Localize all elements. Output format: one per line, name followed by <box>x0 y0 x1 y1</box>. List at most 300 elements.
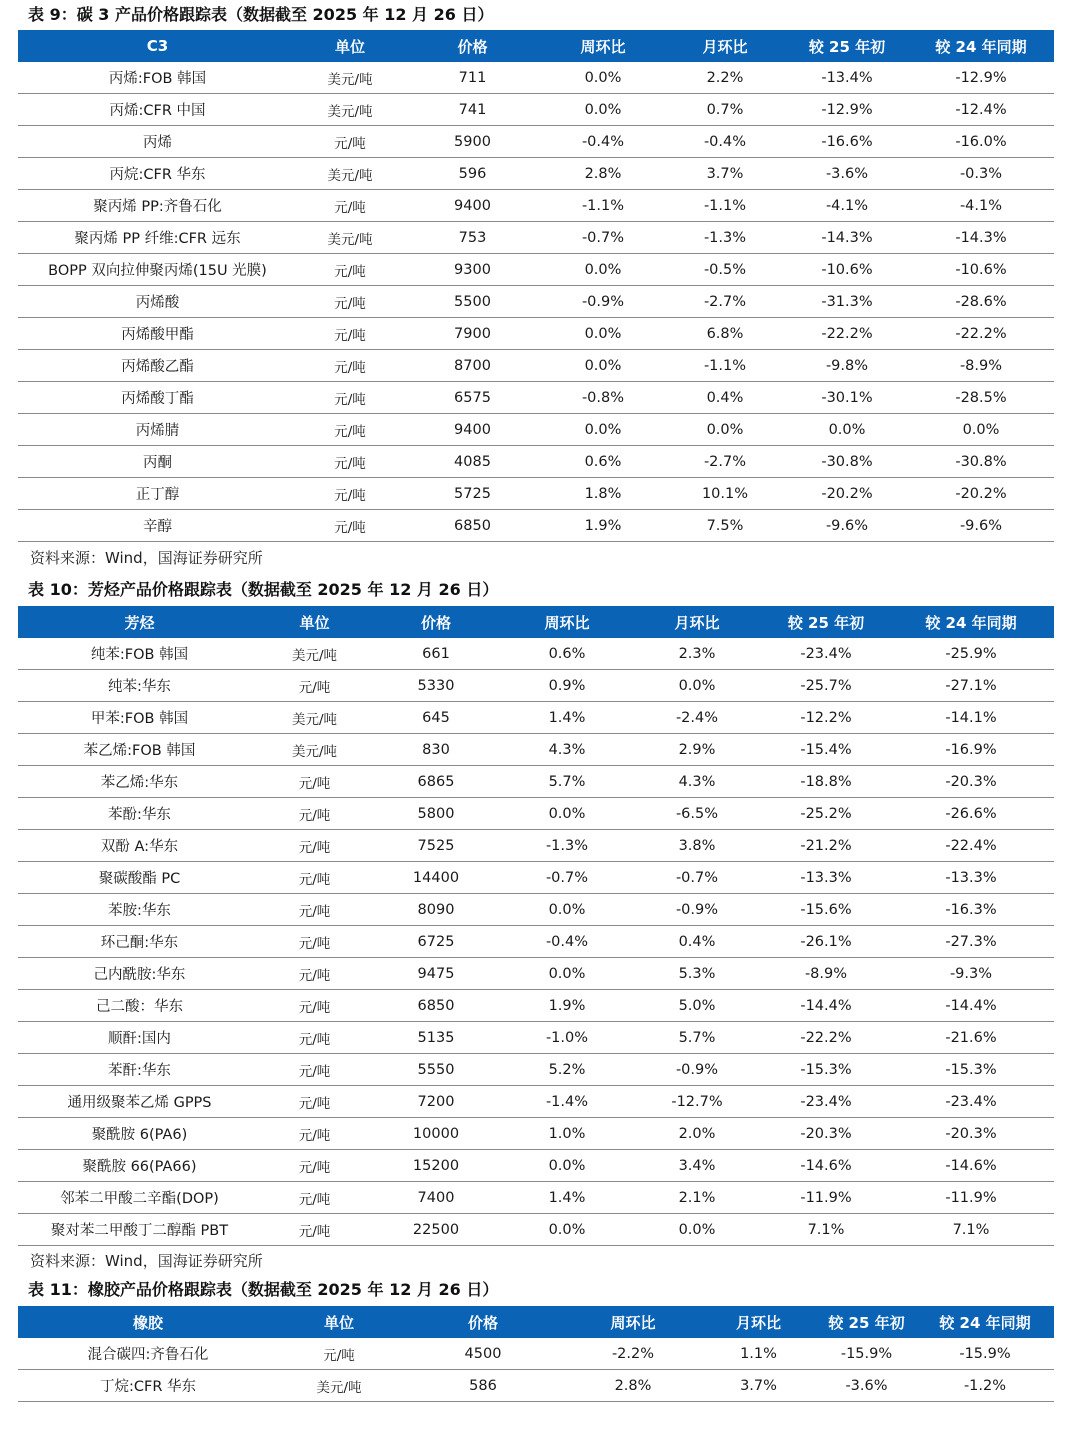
table-cell: 元/吨 <box>261 862 368 894</box>
table-row <box>18 94 1054 126</box>
table-cell: 6.8% <box>664 318 786 350</box>
table-cell: 甲苯:FOB 韩国 <box>18 702 261 734</box>
table-cell: -0.7% <box>504 862 630 894</box>
table-row <box>18 670 1054 702</box>
table-cell: 1.4% <box>504 702 630 734</box>
table-cell: -16.9% <box>888 734 1054 766</box>
table-cell: 1.9% <box>504 990 630 1022</box>
table-row <box>18 478 1054 510</box>
table-cell: -2.7% <box>664 286 786 318</box>
table-row <box>18 990 1054 1022</box>
table-cell: 5.2% <box>504 1054 630 1086</box>
table-cell: 0.6% <box>504 638 630 670</box>
table-cell: 3.7% <box>664 158 786 190</box>
table-cell: 2.1% <box>630 1182 764 1214</box>
table-cell: 5.7% <box>630 1022 764 1054</box>
table-cell: 4085 <box>403 446 542 478</box>
table-cell: 环己酮:华东 <box>18 926 261 958</box>
table-cell: 1.1% <box>700 1338 817 1370</box>
table-cell: 5550 <box>368 1054 504 1086</box>
table-cell: 661 <box>368 638 504 670</box>
table-cell: -9.6% <box>908 510 1054 542</box>
table-cell: 0.0% <box>542 318 664 350</box>
table-cell: -16.0% <box>908 126 1054 158</box>
table-cell: -0.9% <box>630 894 764 926</box>
table-row <box>18 734 1054 766</box>
table-cell: -0.9% <box>630 1054 764 1086</box>
table-cell: 7.1% <box>764 1214 888 1246</box>
table-cell: -30.8% <box>908 446 1054 478</box>
table-cell: -12.9% <box>908 62 1054 94</box>
table-cell: 苯乙烯:华东 <box>18 766 261 798</box>
table-cell: 9400 <box>403 190 542 222</box>
table-cell: 0.7% <box>664 94 786 126</box>
table-cell: 7900 <box>403 318 542 350</box>
table-cell: -9.3% <box>888 958 1054 990</box>
table-cell: -12.4% <box>908 94 1054 126</box>
table-cell: -1.1% <box>664 190 786 222</box>
table-cell: 9300 <box>403 254 542 286</box>
table-row <box>18 1214 1054 1246</box>
table-cell: 7400 <box>368 1182 504 1214</box>
table-row <box>18 1150 1054 1182</box>
table-cell: 元/吨 <box>297 414 403 446</box>
table-cell: 645 <box>368 702 504 734</box>
table-cell: 0.0% <box>504 1150 630 1182</box>
table-cell: 己二酸：华东 <box>18 990 261 1022</box>
table-9-c3-prices <box>18 30 1054 542</box>
table-cell: -8.9% <box>908 350 1054 382</box>
table-cell: 0.9% <box>504 670 630 702</box>
column-header: 较 24 年同期 <box>916 1306 1054 1338</box>
table-header <box>18 30 1054 62</box>
table-cell: 2.8% <box>566 1370 700 1402</box>
table-cell: 元/吨 <box>261 670 368 702</box>
table-cell: 丙烯:FOB 韩国 <box>18 62 297 94</box>
table-cell: -11.9% <box>764 1182 888 1214</box>
table-cell: 美元/吨 <box>278 1370 400 1402</box>
table-cell: -4.1% <box>908 190 1054 222</box>
table-cell: -23.4% <box>764 638 888 670</box>
table-cell: 1.9% <box>542 510 664 542</box>
table-cell: 4500 <box>400 1338 566 1370</box>
table-cell: 苯乙烯:FOB 韩国 <box>18 734 261 766</box>
table-cell: 4.3% <box>630 766 764 798</box>
table-cell: 美元/吨 <box>261 638 368 670</box>
table-cell: 0.0% <box>542 62 664 94</box>
table-cell: 830 <box>368 734 504 766</box>
column-header: 周环比 <box>566 1306 700 1338</box>
table-row <box>18 350 1054 382</box>
table-cell: 2.0% <box>630 1118 764 1150</box>
table-cell: 14400 <box>368 862 504 894</box>
table-cell: -3.6% <box>786 158 908 190</box>
table-cell: 元/吨 <box>297 190 403 222</box>
table-cell: 5.0% <box>630 990 764 1022</box>
column-header: 周环比 <box>504 606 630 638</box>
table-cell: 0.0% <box>504 798 630 830</box>
table-cell: 3.4% <box>630 1150 764 1182</box>
table-cell: -1.0% <box>504 1022 630 1054</box>
table-cell: -23.4% <box>764 1086 888 1118</box>
table-cell: 元/吨 <box>261 1054 368 1086</box>
table-cell: 6865 <box>368 766 504 798</box>
table-cell: 美元/吨 <box>297 94 403 126</box>
table-cell: 0.0% <box>664 414 786 446</box>
table-cell: -20.3% <box>888 1118 1054 1150</box>
table-cell: 美元/吨 <box>261 702 368 734</box>
table-cell: 6725 <box>368 926 504 958</box>
table-cell: 6850 <box>403 510 542 542</box>
column-header: 较 25 年初 <box>764 606 888 638</box>
table-cell: -14.6% <box>888 1150 1054 1182</box>
table-cell: -0.8% <box>542 382 664 414</box>
table-cell: -26.6% <box>888 798 1054 830</box>
table-cell: -20.3% <box>764 1118 888 1150</box>
table-cell: -9.8% <box>786 350 908 382</box>
table-cell: 5900 <box>403 126 542 158</box>
table-cell: 1.4% <box>504 1182 630 1214</box>
column-header: 月环比 <box>664 30 786 62</box>
table-cell: 元/吨 <box>261 990 368 1022</box>
column-header: 价格 <box>400 1306 566 1338</box>
table-cell: 丙烯 <box>18 126 297 158</box>
table-cell: 5330 <box>368 670 504 702</box>
table-cell: 丙酮 <box>18 446 297 478</box>
table-row <box>18 798 1054 830</box>
table-cell: -6.5% <box>630 798 764 830</box>
table-11-rubber-prices <box>18 1306 1054 1402</box>
column-header: 较 25 年初 <box>817 1306 916 1338</box>
table-cell: 正丁醇 <box>18 478 297 510</box>
table-cell: -22.2% <box>908 318 1054 350</box>
table-cell: 丙烯:CFR 中国 <box>18 94 297 126</box>
table-cell: -25.2% <box>764 798 888 830</box>
table-row <box>18 894 1054 926</box>
table-cell: 2.3% <box>630 638 764 670</box>
column-header: C3 <box>18 30 297 62</box>
table-11-title: 表 11：橡胶产品价格跟踪表（数据截至 2025 年 12 月 26 日） <box>28 1280 499 1299</box>
table-cell: 0.4% <box>630 926 764 958</box>
table-cell: 1.0% <box>504 1118 630 1150</box>
table-cell: 丙烯腈 <box>18 414 297 446</box>
table-cell: 元/吨 <box>261 798 368 830</box>
table-cell: 元/吨 <box>261 894 368 926</box>
table-row <box>18 446 1054 478</box>
column-header: 价格 <box>368 606 504 638</box>
table-cell: -10.6% <box>786 254 908 286</box>
table-cell: -1.4% <box>504 1086 630 1118</box>
table-row <box>18 926 1054 958</box>
table-cell: 元/吨 <box>297 350 403 382</box>
table-row <box>18 958 1054 990</box>
table-cell: 5725 <box>403 478 542 510</box>
table-cell: 596 <box>403 158 542 190</box>
table-cell: -10.6% <box>908 254 1054 286</box>
column-header: 价格 <box>403 30 542 62</box>
column-header: 月环比 <box>630 606 764 638</box>
table-row <box>18 382 1054 414</box>
table-cell: -15.9% <box>916 1338 1054 1370</box>
table-10-title: 表 10：芳烃产品价格跟踪表（数据截至 2025 年 12 月 26 日） <box>28 580 499 599</box>
table-row <box>18 1054 1054 1086</box>
table-row <box>18 510 1054 542</box>
table-cell: -20.3% <box>888 766 1054 798</box>
column-header: 单位 <box>278 1306 400 1338</box>
table-cell: 0.0% <box>542 350 664 382</box>
table-cell: 0.0% <box>504 894 630 926</box>
table-header <box>18 606 1054 638</box>
table-cell: 苯酐:华东 <box>18 1054 261 1086</box>
table-cell: 0.0% <box>504 958 630 990</box>
column-header: 橡胶 <box>18 1306 278 1338</box>
table-cell: -1.1% <box>664 350 786 382</box>
table-cell: 丙烷:CFR 华东 <box>18 158 297 190</box>
table-cell: -21.6% <box>888 1022 1054 1054</box>
column-header: 周环比 <box>542 30 664 62</box>
table-cell: -13.4% <box>786 62 908 94</box>
table-cell: -27.3% <box>888 926 1054 958</box>
table-cell: 元/吨 <box>261 958 368 990</box>
table-cell: 元/吨 <box>297 126 403 158</box>
table-row <box>18 1118 1054 1150</box>
table-cell: 聚对苯二甲酸丁二醇酯 PBT <box>18 1214 261 1246</box>
table-cell: 5.7% <box>504 766 630 798</box>
table-row <box>18 1086 1054 1118</box>
table-cell: -1.1% <box>542 190 664 222</box>
table-cell: 3.8% <box>630 830 764 862</box>
table-cell: 元/吨 <box>297 446 403 478</box>
table-row <box>18 62 1054 94</box>
table-cell: 顺酐:国内 <box>18 1022 261 1054</box>
table-cell: 聚丙烯 PP 纤维:CFR 远东 <box>18 222 297 254</box>
table-cell: 0.0% <box>504 1214 630 1246</box>
table-cell: 0.0% <box>786 414 908 446</box>
table-cell: -9.6% <box>786 510 908 542</box>
table-row <box>18 286 1054 318</box>
table-cell: 6850 <box>368 990 504 1022</box>
table-cell: 9475 <box>368 958 504 990</box>
table-cell: -8.9% <box>764 958 888 990</box>
table-cell: 元/吨 <box>297 382 403 414</box>
table-cell: 2.8% <box>542 158 664 190</box>
table-cell: -22.2% <box>786 318 908 350</box>
table-row <box>18 158 1054 190</box>
table-cell: 丁烷:CFR 华东 <box>18 1370 278 1402</box>
table-cell: -11.9% <box>888 1182 1054 1214</box>
table-row <box>18 254 1054 286</box>
table-row <box>18 766 1054 798</box>
table-row <box>18 1182 1054 1214</box>
table-cell: 2.2% <box>664 62 786 94</box>
document-page <box>18 0 1054 1402</box>
table-cell: -1.2% <box>916 1370 1054 1402</box>
table-cell: 元/吨 <box>261 926 368 958</box>
table-cell: 711 <box>403 62 542 94</box>
table-cell: -15.9% <box>817 1338 916 1370</box>
table-cell: 586 <box>400 1370 566 1402</box>
table-cell: 聚酰胺 66(PA66) <box>18 1150 261 1182</box>
table-row <box>18 414 1054 446</box>
table-cell: 0.0% <box>542 94 664 126</box>
table-cell: 元/吨 <box>261 1150 368 1182</box>
table-row <box>18 702 1054 734</box>
table-cell: 丙烯酸丁酯 <box>18 382 297 414</box>
table-cell: -16.6% <box>786 126 908 158</box>
table-cell: 0.0% <box>542 254 664 286</box>
table-cell: BOPP 双向拉伸聚丙烯(15U 光膜) <box>18 254 297 286</box>
table-cell: -14.4% <box>764 990 888 1022</box>
table-cell: 7525 <box>368 830 504 862</box>
table-cell: 8700 <box>403 350 542 382</box>
table-cell: -25.7% <box>764 670 888 702</box>
table-cell: -20.2% <box>786 478 908 510</box>
table-cell: 辛醇 <box>18 510 297 542</box>
table-cell: -15.3% <box>888 1054 1054 1086</box>
table-cell: -0.5% <box>664 254 786 286</box>
table-cell: -15.6% <box>764 894 888 926</box>
table-cell: 753 <box>403 222 542 254</box>
table-cell: -30.1% <box>786 382 908 414</box>
table-cell: -0.4% <box>542 126 664 158</box>
table-10-source: 资料来源：Wind，国海证券研究所 <box>30 1252 263 1270</box>
table-cell: 22500 <box>368 1214 504 1246</box>
table-cell: -15.4% <box>764 734 888 766</box>
table-cell: 3.7% <box>700 1370 817 1402</box>
table-cell: 0.4% <box>664 382 786 414</box>
table-cell: 15200 <box>368 1150 504 1182</box>
column-header: 芳烃 <box>18 606 261 638</box>
column-header: 单位 <box>261 606 368 638</box>
table-cell: 元/吨 <box>261 1118 368 1150</box>
table-cell: -14.3% <box>908 222 1054 254</box>
column-header: 较 25 年初 <box>786 30 908 62</box>
table-cell: 元/吨 <box>261 766 368 798</box>
table-cell: 元/吨 <box>261 1182 368 1214</box>
table-cell: 聚碳酸酯 PC <box>18 862 261 894</box>
table-cell: -23.4% <box>888 1086 1054 1118</box>
table-cell: 0.6% <box>542 446 664 478</box>
table-cell: 元/吨 <box>278 1338 400 1370</box>
table-cell: -0.4% <box>504 926 630 958</box>
table-row <box>18 638 1054 670</box>
table-cell: -25.9% <box>888 638 1054 670</box>
table-cell: 美元/吨 <box>297 222 403 254</box>
table-cell: -30.8% <box>786 446 908 478</box>
table-cell: -4.1% <box>786 190 908 222</box>
table-cell: 1.8% <box>542 478 664 510</box>
table-cell: -26.1% <box>764 926 888 958</box>
table-cell: 741 <box>403 94 542 126</box>
table-cell: 5800 <box>368 798 504 830</box>
table-cell: -28.6% <box>908 286 1054 318</box>
table-10-aromatics-prices <box>18 606 1054 1246</box>
table-cell: 4.3% <box>504 734 630 766</box>
table-cell: 聚丙烯 PP:齐鲁石化 <box>18 190 297 222</box>
table-cell: 纯苯:FOB 韩国 <box>18 638 261 670</box>
table-cell: -31.3% <box>786 286 908 318</box>
table-cell: 8090 <box>368 894 504 926</box>
table-cell: 丙烯酸 <box>18 286 297 318</box>
table-cell: 聚酰胺 6(PA6) <box>18 1118 261 1150</box>
table-cell: -12.2% <box>764 702 888 734</box>
table-cell: 9400 <box>403 414 542 446</box>
table-cell: -27.1% <box>888 670 1054 702</box>
table-cell: 7.1% <box>888 1214 1054 1246</box>
table-cell: 通用级聚苯乙烯 GPPS <box>18 1086 261 1118</box>
table-cell: 己内酰胺:华东 <box>18 958 261 990</box>
table-cell: 纯苯:华东 <box>18 670 261 702</box>
table-cell: -18.8% <box>764 766 888 798</box>
table-cell: 0.0% <box>542 414 664 446</box>
table-cell: -16.3% <box>888 894 1054 926</box>
table-cell: -0.3% <box>908 158 1054 190</box>
table-cell: 元/吨 <box>297 510 403 542</box>
table-cell: -1.3% <box>504 830 630 862</box>
table-cell: -15.3% <box>764 1054 888 1086</box>
table-cell: -21.2% <box>764 830 888 862</box>
table-cell: 邻苯二甲酸二辛酯(DOP) <box>18 1182 261 1214</box>
table-cell: 5500 <box>403 286 542 318</box>
table-cell: 元/吨 <box>297 318 403 350</box>
table-9-title: 表 9：碳 3 产品价格跟踪表（数据截至 2025 年 12 月 26 日） <box>28 5 494 24</box>
table-cell: -0.7% <box>542 222 664 254</box>
table-cell: -1.3% <box>664 222 786 254</box>
table-row <box>18 1022 1054 1054</box>
table-cell: 5.3% <box>630 958 764 990</box>
table-cell: -14.1% <box>888 702 1054 734</box>
table-cell: 元/吨 <box>261 1086 368 1118</box>
table-cell: 0.0% <box>630 1214 764 1246</box>
table-cell: 美元/吨 <box>297 158 403 190</box>
table-cell: -28.5% <box>908 382 1054 414</box>
table-cell: 美元/吨 <box>297 62 403 94</box>
table-cell: 丙烯酸乙酯 <box>18 350 297 382</box>
table-cell: 混合碳四:齐鲁石化 <box>18 1338 278 1370</box>
column-header: 较 24 年同期 <box>908 30 1054 62</box>
table-cell: 10000 <box>368 1118 504 1150</box>
table-cell: 双酚 A:华东 <box>18 830 261 862</box>
table-row <box>18 126 1054 158</box>
table-row <box>18 190 1054 222</box>
table-cell: 7200 <box>368 1086 504 1118</box>
table-cell: -3.6% <box>817 1370 916 1402</box>
table-cell: 元/吨 <box>261 1022 368 1054</box>
table-cell: -2.4% <box>630 702 764 734</box>
table-cell: -2.7% <box>664 446 786 478</box>
table-cell: 0.0% <box>908 414 1054 446</box>
table-row <box>18 1338 1054 1370</box>
table-cell: 元/吨 <box>297 254 403 286</box>
table-cell: 苯酚:华东 <box>18 798 261 830</box>
table-cell: 丙烯酸甲酯 <box>18 318 297 350</box>
table-row <box>18 830 1054 862</box>
table-cell: 0.0% <box>630 670 764 702</box>
column-header: 月环比 <box>700 1306 817 1338</box>
table-cell: -0.4% <box>664 126 786 158</box>
column-header: 较 24 年同期 <box>888 606 1054 638</box>
column-header: 单位 <box>297 30 403 62</box>
table-cell: 6575 <box>403 382 542 414</box>
table-cell: 10.1% <box>664 478 786 510</box>
table-cell: -13.3% <box>764 862 888 894</box>
table-cell: -22.4% <box>888 830 1054 862</box>
table-cell: -22.2% <box>764 1022 888 1054</box>
table-cell: -14.3% <box>786 222 908 254</box>
table-cell: -0.9% <box>542 286 664 318</box>
table-row <box>18 222 1054 254</box>
table-cell: 7.5% <box>664 510 786 542</box>
